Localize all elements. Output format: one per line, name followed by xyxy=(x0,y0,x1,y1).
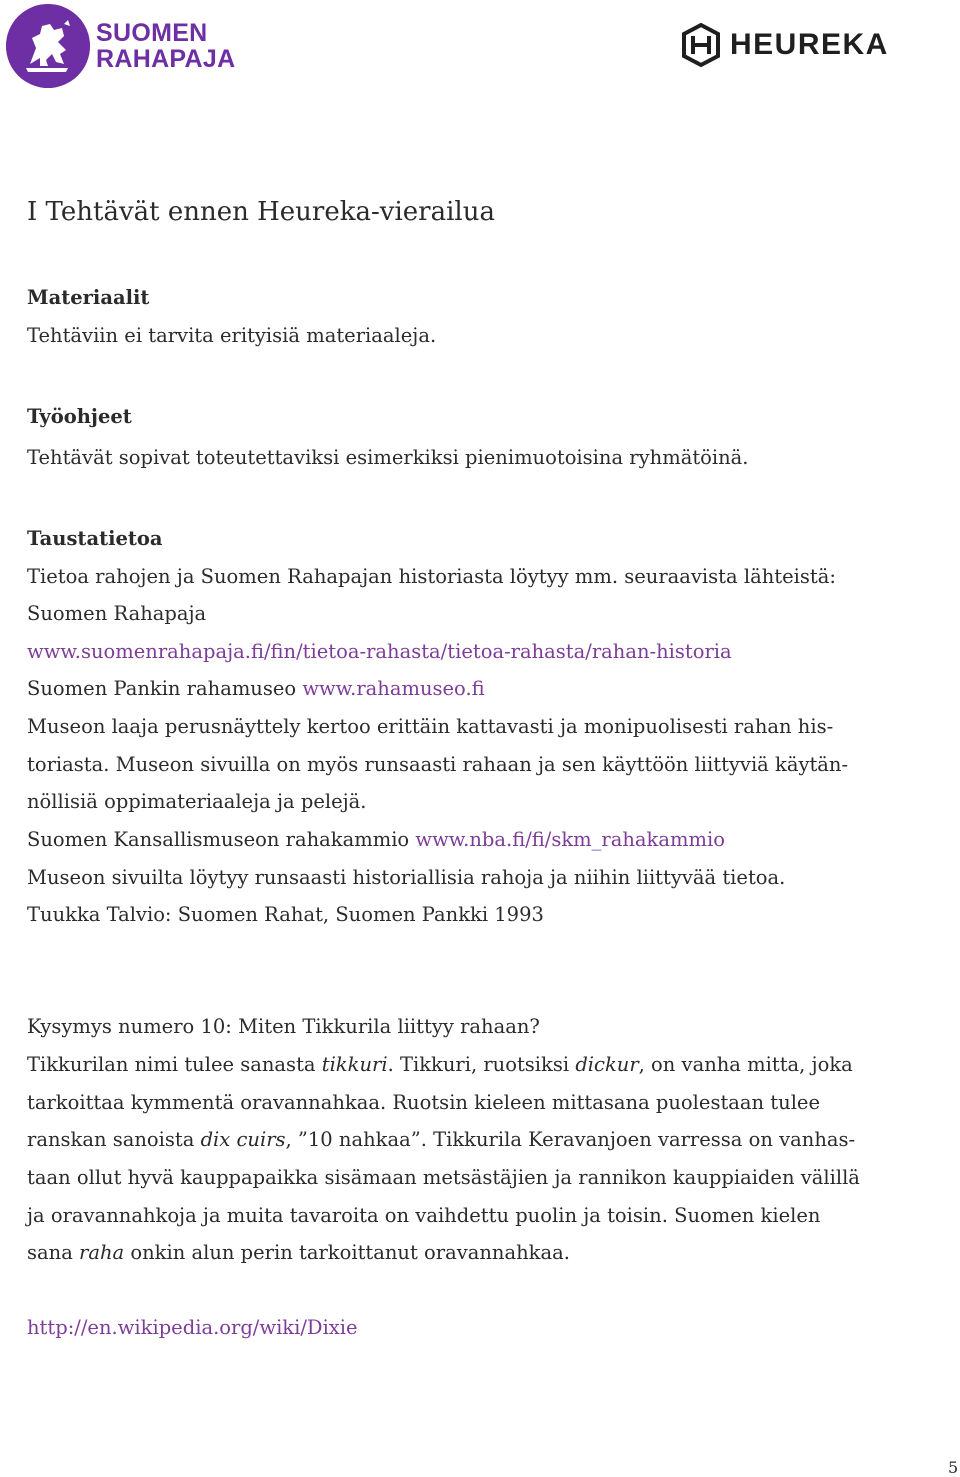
source-2-name: Suomen Pankin rahamuseo xyxy=(27,677,303,700)
q3-text-a: ranskan sanoista xyxy=(27,1128,201,1151)
q3-term-dix-cuirs: dix cuirs xyxy=(200,1128,286,1151)
source-2-desc-1: Museon laaja perusnäyttely kertoo erittäin kattavasti ja monipuolisesti rahan his- xyxy=(27,715,834,738)
q6-text-a: sana xyxy=(27,1241,80,1264)
source-1-link[interactable]: www.suomenrahapaja.fi/fin/tietoa-rahasta/tietoa-rahasta/rahan-historia xyxy=(27,640,732,663)
q3-text-c: , ”10 nahkaa”. Tikkurila Keravanjoen varressa on vanhas- xyxy=(285,1128,856,1151)
source-1-name: Suomen Rahapaja xyxy=(27,602,207,625)
question-line-5: ja oravannahkoja ja muita tavaroita on vaihdettu puolin ja toisin. Suomen kielen xyxy=(27,1204,821,1227)
question-line-1 xyxy=(27,1053,853,1077)
page-header xyxy=(0,0,960,100)
materiaalit-heading: Materiaalit xyxy=(27,286,150,309)
source-3-name: Suomen Kansallismuseon rahakammio xyxy=(27,828,416,851)
brand-line-1: SUOMEN xyxy=(96,19,208,47)
question-line-6 xyxy=(27,1241,570,1265)
tyoohjeet-text: Tehtävät sopivat toteutettaviksi esimerkiksi pienimuotoisina ryhmätöinä. xyxy=(27,446,749,469)
q1-term-tikkuri: tikkuri xyxy=(321,1053,388,1076)
page-title: I Tehtävät ennen Heureka-vierailua xyxy=(27,197,495,227)
source-2-link[interactable]: www.rahamuseo.fi xyxy=(302,677,485,700)
q6-text-c: onkin alun perin tarkoittanut oravannahkaa. xyxy=(124,1241,570,1264)
q1-text-e: , on vanha mitta, joka xyxy=(638,1053,853,1076)
source-2-line xyxy=(27,677,485,701)
q1-text-a: Tikkurilan nimi tulee sanasta xyxy=(27,1053,322,1076)
source-2-desc-3: nöllisiä oppimateriaaleja ja pelejä. xyxy=(27,790,367,813)
wikipedia-link[interactable]: http://en.wikipedia.org/wiki/Dixie xyxy=(27,1316,358,1339)
heureka-wordmark: HEUREKA xyxy=(730,28,889,61)
source-3-link[interactable]: www.nba.fi/fi/skm_rahakammio xyxy=(415,828,725,851)
brand-line-2: RAHAPAJA xyxy=(96,45,236,73)
page-number: 5 xyxy=(948,1458,959,1477)
source-3-line xyxy=(27,828,725,852)
materiaalit-text: Tehtäviin ei tarvita erityisiä materiaaleja. xyxy=(27,324,437,347)
q1-text-c: . Tikkuri, ruotsiksi xyxy=(387,1053,576,1076)
question-title: Kysymys numero 10: Miten Tikkurila liittyy rahaan? xyxy=(27,1015,540,1038)
heureka-logo[interactable] xyxy=(680,22,889,68)
lion-seal-icon xyxy=(6,4,90,88)
tyoohjeet-heading: Työohjeet xyxy=(27,405,132,428)
q6-term-raha: raha xyxy=(79,1241,125,1264)
source-2-desc-2: toriasta. Museon sivuilla on myös runsaasti rahaan ja sen käyttöön liittyviä käytän- xyxy=(27,753,849,776)
question-line-2: tarkoittaa kymmentä oravannahkaa. Ruotsin kieleen mittasana puolestaan tulee xyxy=(27,1091,821,1114)
q1-term-dickur: dickur xyxy=(575,1053,639,1076)
source-4: Tuukka Talvio: Suomen Rahat, Suomen Pankki 1993 xyxy=(27,903,544,926)
taustatietoa-heading: Taustatietoa xyxy=(27,527,163,550)
heureka-mark-icon xyxy=(680,22,722,68)
question-line-3 xyxy=(27,1128,855,1152)
suomen-rahapaja-logo[interactable] xyxy=(6,4,235,88)
source-3-desc: Museon sivuilta löytyy runsaasti historiallisia rahoja ja niihin liittyvää tietoa. xyxy=(27,866,786,889)
taustatietoa-intro: Tietoa rahojen ja Suomen Rahapajan historiasta löytyy mm. seuraavista lähteistä: xyxy=(27,565,836,588)
question-line-4: taan ollut hyvä kauppapaikka sisämaan metsästäjien ja rannikon kauppiaiden välillä xyxy=(27,1166,860,1189)
